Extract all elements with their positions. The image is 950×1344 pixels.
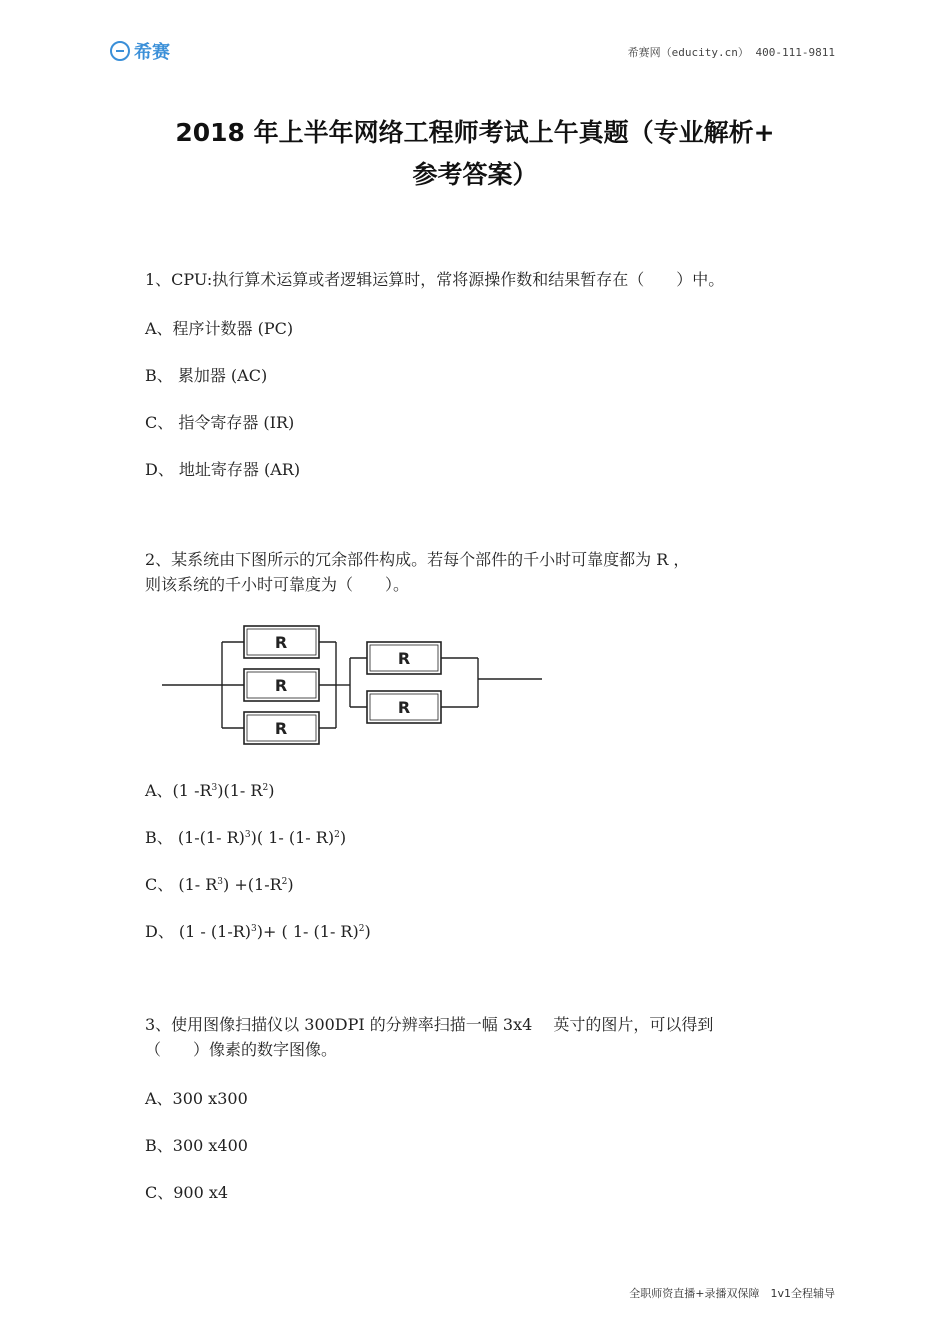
component-label: R xyxy=(397,698,411,717)
logo-mark-icon xyxy=(110,41,130,61)
logo-text: 希赛 xyxy=(134,42,170,63)
site-logo xyxy=(110,38,170,64)
question-1-option-d: D、 地址寄存器 (AR) xyxy=(145,460,301,479)
question-3-option-a: A、300 x300 xyxy=(145,1089,248,1108)
document-title xyxy=(0,112,950,196)
question-1-option-b: B、 累加器 (AC) xyxy=(145,366,268,385)
question-3-stem-line-2: （ ）像素的数字图像。 xyxy=(145,1040,338,1059)
question-2-option-b: B、 (1-(1- R)$^3$)( 1- (1- R)$^2$) xyxy=(145,828,347,847)
question-3-option-b: B、300 x400 xyxy=(145,1136,248,1155)
component-label: R xyxy=(274,719,288,738)
reliability-block-diagram xyxy=(160,618,560,758)
question-1-stem: 1、CPU:执行算术运算或者逻辑运算时，常将源操作数和结果暂存在（ ）中。 xyxy=(145,270,725,289)
question-1-option-c: C、 指令寄存器 (IR) xyxy=(145,413,295,432)
question-2-option-d: D、 $(1 - (1-R)^3)+$ ( 1- (1- R)$^2$) xyxy=(145,922,371,941)
component-label: R xyxy=(397,649,411,668)
footer-text: 全职师资直播+录播双保障 1v1全程辅导 xyxy=(629,1287,835,1300)
question-2-option-a: A、(1 $-R^3)(1-$ $R^2$) xyxy=(145,781,275,800)
component-label: R xyxy=(274,633,288,652)
question-2-option-c: C、 (1- $R^3) +(1-R^2)$ xyxy=(145,875,294,894)
title-line-2: 参考答案） xyxy=(412,160,538,189)
question-2-stem-line-2: 则该系统的千小时可靠度为（ ）。 xyxy=(145,575,410,594)
question-3-stem-line-1: 3、使用图像扫描仪以 300DPI 的分辨率扫描一幅 3x4 英寸的图片，可以得到 xyxy=(145,1015,714,1034)
question-1-option-a: A、程序计数器 (PC) xyxy=(145,319,294,338)
title-line-1: 2018 年上半年网络工程师考试上午真题（专业解析+ xyxy=(175,118,775,147)
header-site-info: 希赛网（educity.cn） 400-111-9811 xyxy=(627,46,835,59)
question-2-stem-line-1: 2、某系统由下图所示的冗余部件构成。若每个部件的千小时可靠度都为 R ， xyxy=(145,550,690,569)
component-label: R xyxy=(274,676,288,695)
question-3-option-c: C、900 x4 xyxy=(145,1183,229,1202)
